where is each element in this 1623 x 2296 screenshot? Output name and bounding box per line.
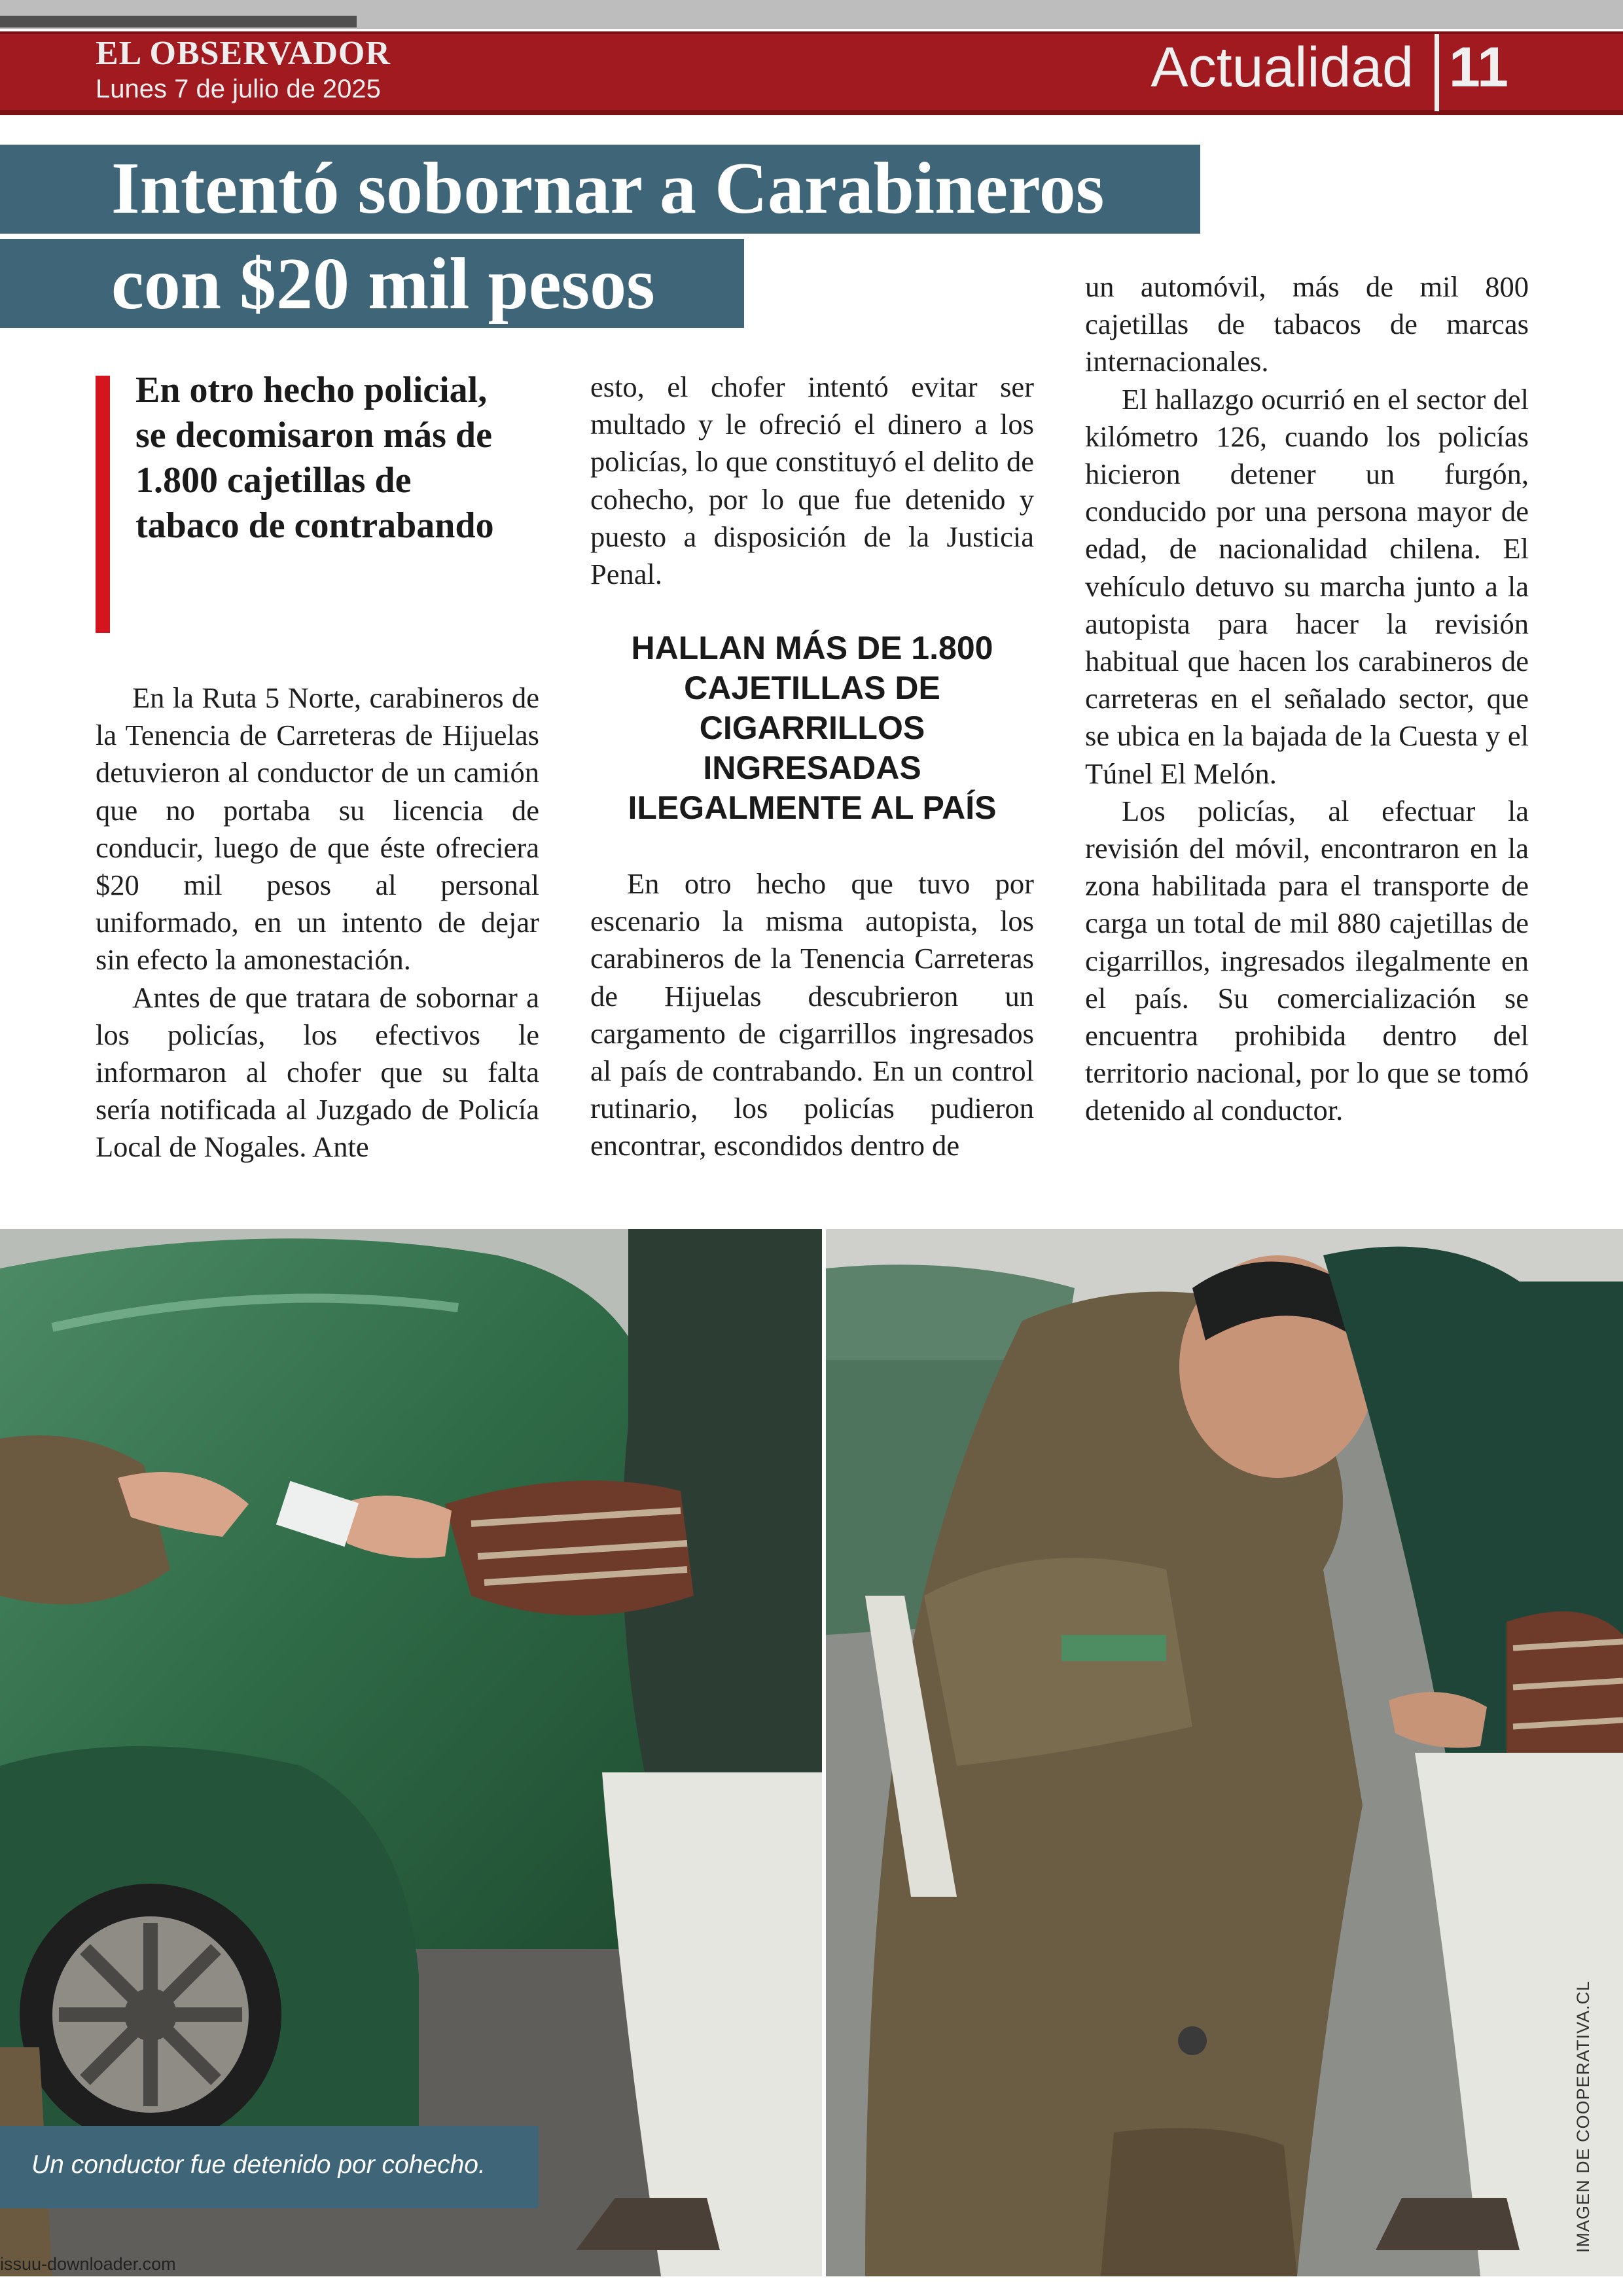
article-column-1 [96, 679, 539, 1166]
photo-caption: Un conductor fue detenido por cohecho. [31, 2151, 486, 2179]
header-separator [1435, 34, 1439, 111]
body-paragraph: En otro hecho que tuvo por escenario la misma autopista, los carabineros de la Tenencia Carreteras de Hijuelas descubrieron un cargamento de cigarrillos ingresados al país de contrabando. En un control rutinario, los policías pudieron encontrar, escondidos dentro de [590, 867, 1034, 1162]
masthead: EL OBSERVADOR [96, 35, 391, 72]
subheading: HALLAN MÁS DE 1.800 CAJETILLAS DE CIGARRILLOS INGRESADAS ILEGALMENTE AL PAÍS [628, 630, 997, 826]
issue-date: Lunes 7 de julio de 2025 [96, 75, 381, 103]
page-number: 11 [1449, 36, 1508, 99]
photo-bribe-scene [0, 1229, 822, 2276]
headline-line-1: Intentó sobornar a Carabineros [111, 148, 1105, 229]
section-name: Actualidad [1150, 36, 1414, 99]
body-paragraph-continued: un automóvil, más de mil 800 cajetillas de tabacos de marcas internacionales. [1085, 270, 1529, 378]
body-paragraph-continued: esto, el chofer intentó evitar ser multado y le ofreció el dinero a los policías, lo que constituyó el delito de cohecho, por lo que fue detenido y puesto a disposición de la Justicia Penal. [590, 370, 1034, 591]
top-dark-strip [0, 16, 357, 27]
body-paragraph: En la Ruta 5 Norte, carabineros de la Tenencia de Carreteras de Hijuelas detuvieron al conductor de un camión que no portaba su licencia de conducir, luego de que éste ofreciera $20 mil pesos al personal uniformado, en un intento de dejar sin efecto la amonestación. [96, 681, 539, 977]
headline-line-2: con $20 mil pesos [111, 243, 655, 325]
article-column-2 [590, 368, 1034, 593]
photo-credit: IMAGEN DE COOPERATIVA.CL [1573, 1980, 1593, 2253]
body-paragraph: El hallazgo ocurrió en el sector del kilómetro 126, cuando los policías hicieron detener un furgón, conducido por una persona mayor de edad, de nacionalidad chilena. El vehículo detuvo su marcha junto a la autopista para hacer la revisión habitual que hacen los carabineros de carreteras en el señalado sector, que se ubica en la bajada de la Cuesta y el Túnel El Melón. [1085, 382, 1529, 790]
body-paragraph: Antes de que tratara de sobornar a los policías, los efectivos le informaron al chofer que su falta sería notificada al Juzgado de Policía Local de Nogales. Ante [96, 980, 539, 1164]
body-paragraph: Los policías, al efectuar la revisión del móvil, encontraron en la zona habilitada para el transporte de carga un total de mil 880 cajetillas de cigarrillos, ingresados ilegalmente en el país. Su comercialización se encuentra prohibida dentro del territorio nacional, por lo que se tomó detenido al conductor. [1085, 794, 1529, 1127]
watermark: issuu-downloader.com [0, 2254, 176, 2274]
lead-summary: En otro hecho policial, se decomisaron más de 1.800 cajetillas de tabaco de contrabando [135, 370, 494, 546]
article-column-2-lower [590, 865, 1034, 1165]
article-column-3 [1085, 268, 1529, 1130]
photo-arrest-scene [826, 1229, 1623, 2276]
lead-accent-bar [96, 376, 110, 633]
